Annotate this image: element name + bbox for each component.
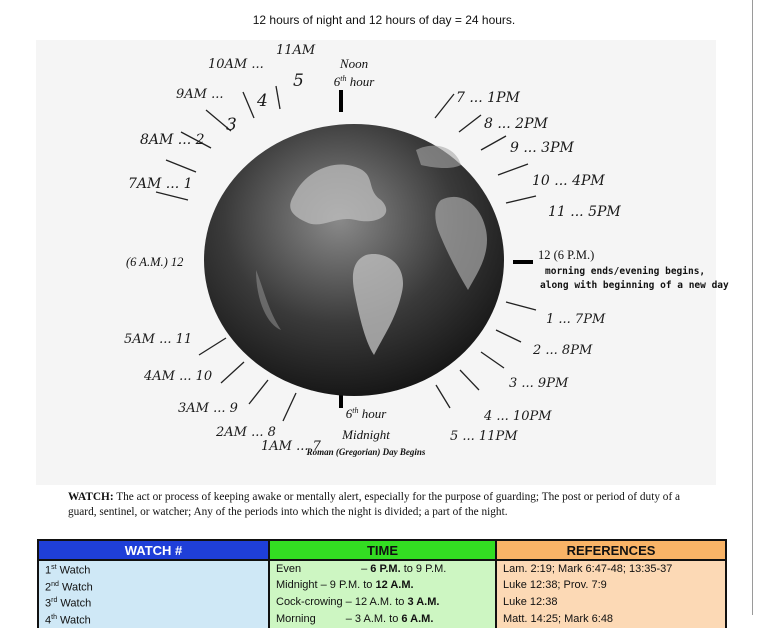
tick bbox=[496, 330, 521, 342]
definition-text: The act or process of keeping awake or mentally alert, especially for the purpose of guarding; The post or period of duty of a guard, sentinel, or watcher; Any of the periods into which the night is divided; a part of the night. bbox=[68, 491, 681, 518]
hour-label: 5AM ... 11 bbox=[124, 332, 193, 347]
midnight-label bbox=[306, 406, 426, 457]
header-watch: WATCH # bbox=[38, 540, 269, 560]
hour-label: 5 ... 11PM bbox=[450, 429, 518, 444]
definition-term: WATCH: bbox=[68, 491, 114, 503]
clock-svg bbox=[36, 40, 716, 485]
reference-cell: Matt. 14:25; Mark 6:48 bbox=[496, 611, 726, 628]
tick bbox=[249, 380, 268, 404]
hour-label: 10AM ... bbox=[208, 57, 264, 72]
time-cell: Midnight – 9 P.M. to 12 A.M. bbox=[269, 578, 496, 595]
tick bbox=[436, 385, 450, 408]
table-row bbox=[38, 611, 726, 628]
table-row bbox=[38, 560, 726, 578]
tick bbox=[435, 94, 454, 118]
tick bbox=[498, 164, 528, 175]
hour-label: 11AM bbox=[276, 43, 316, 58]
hour-label: 2AM ... 8 bbox=[216, 425, 276, 440]
reference-cell: Luke 12:38 bbox=[496, 594, 726, 611]
tick bbox=[459, 115, 481, 132]
roman-day-text: Roman (Gregorian) Day Begins bbox=[306, 447, 426, 457]
watch-cell: 2nd Watch bbox=[38, 578, 269, 595]
time-cell: Morning – 3 A.M. to 6 A.M. bbox=[269, 611, 496, 628]
tick bbox=[481, 136, 506, 150]
reference-cell: Luke 12:38; Prov. 7:9 bbox=[496, 578, 726, 595]
watch-cell: 4th Watch bbox=[38, 611, 269, 628]
table-header-row bbox=[38, 540, 726, 560]
header-references: REFERENCES bbox=[496, 540, 726, 560]
noon-text: Noon bbox=[339, 56, 369, 71]
hour-label: 9AM ... bbox=[176, 87, 224, 102]
hour-label: 8 ... 2PM bbox=[484, 116, 548, 132]
tick bbox=[283, 393, 296, 421]
hour-label: 4 ... 10PM bbox=[484, 409, 552, 424]
table-row bbox=[38, 578, 726, 595]
reference-cell: Lam. 2:19; Mark 6:47-48; 13:35-37 bbox=[496, 560, 726, 578]
page-header: 12 hours of night and 12 hours of day = 24 hours. bbox=[252, 13, 516, 27]
hour-label: 7 ... 1PM bbox=[456, 90, 520, 106]
hour-label: 1 ... 7PM bbox=[546, 312, 606, 327]
hour-label: 8AM ... 2 bbox=[140, 132, 205, 148]
tick bbox=[506, 196, 536, 203]
hour-label: 7AM ... 1 bbox=[128, 176, 193, 192]
watch-table bbox=[37, 539, 727, 628]
noon-hour-text: 6th hour bbox=[333, 74, 375, 89]
tick bbox=[276, 86, 280, 109]
hour-label: 3 bbox=[226, 115, 237, 135]
hour-label: 5 bbox=[293, 71, 304, 91]
tick bbox=[166, 160, 196, 172]
left-marker-label: (6 A.M.) 12 bbox=[126, 255, 184, 269]
tick bbox=[460, 370, 479, 390]
watch-cell: 3rd Watch bbox=[38, 594, 269, 611]
hour-label: 3 ... 9PM bbox=[509, 376, 569, 391]
hour-label: 4AM ... 10 bbox=[144, 369, 213, 384]
globe bbox=[204, 124, 504, 396]
watch-definition bbox=[68, 490, 708, 520]
hour-label: 4 bbox=[257, 91, 268, 111]
table-body bbox=[38, 560, 726, 628]
page-edge-rule bbox=[752, 0, 753, 615]
time-cell: Even – 6 P.M. to 9 P.M. bbox=[269, 560, 496, 578]
right-note-line2: along with beginning of a new day bbox=[540, 280, 729, 291]
watch-cell: 1st Watch bbox=[38, 560, 269, 578]
right-marker-label: 12 (6 P.M.) bbox=[538, 248, 595, 262]
midnight-text: Midnight bbox=[342, 427, 390, 442]
continent-europe bbox=[416, 146, 461, 168]
right-note-line1: morning ends/evening begins, bbox=[545, 266, 706, 277]
hour-label: 9 ... 3PM bbox=[510, 140, 574, 156]
hour-label: 3AM ... 9 bbox=[178, 401, 238, 416]
table-row bbox=[38, 594, 726, 611]
tick bbox=[221, 362, 244, 383]
clock-diagram bbox=[36, 40, 716, 485]
tick bbox=[481, 352, 504, 368]
hour-label: 10 ... 4PM bbox=[532, 173, 605, 189]
tick bbox=[506, 302, 536, 310]
hour-label: 1AM ... 7 bbox=[261, 439, 321, 454]
tick bbox=[156, 192, 188, 200]
hour-label: 2 ... 8PM bbox=[533, 343, 593, 358]
noon-label bbox=[334, 56, 375, 89]
tick bbox=[199, 338, 226, 355]
header-time: TIME bbox=[269, 540, 496, 560]
midnight-hour-text: 6th hour bbox=[345, 406, 387, 421]
tick bbox=[243, 92, 254, 118]
time-cell: Cock-crowing – 12 A.M. to 3 A.M. bbox=[269, 594, 496, 611]
hour-label: 11 ... 5PM bbox=[548, 204, 621, 220]
